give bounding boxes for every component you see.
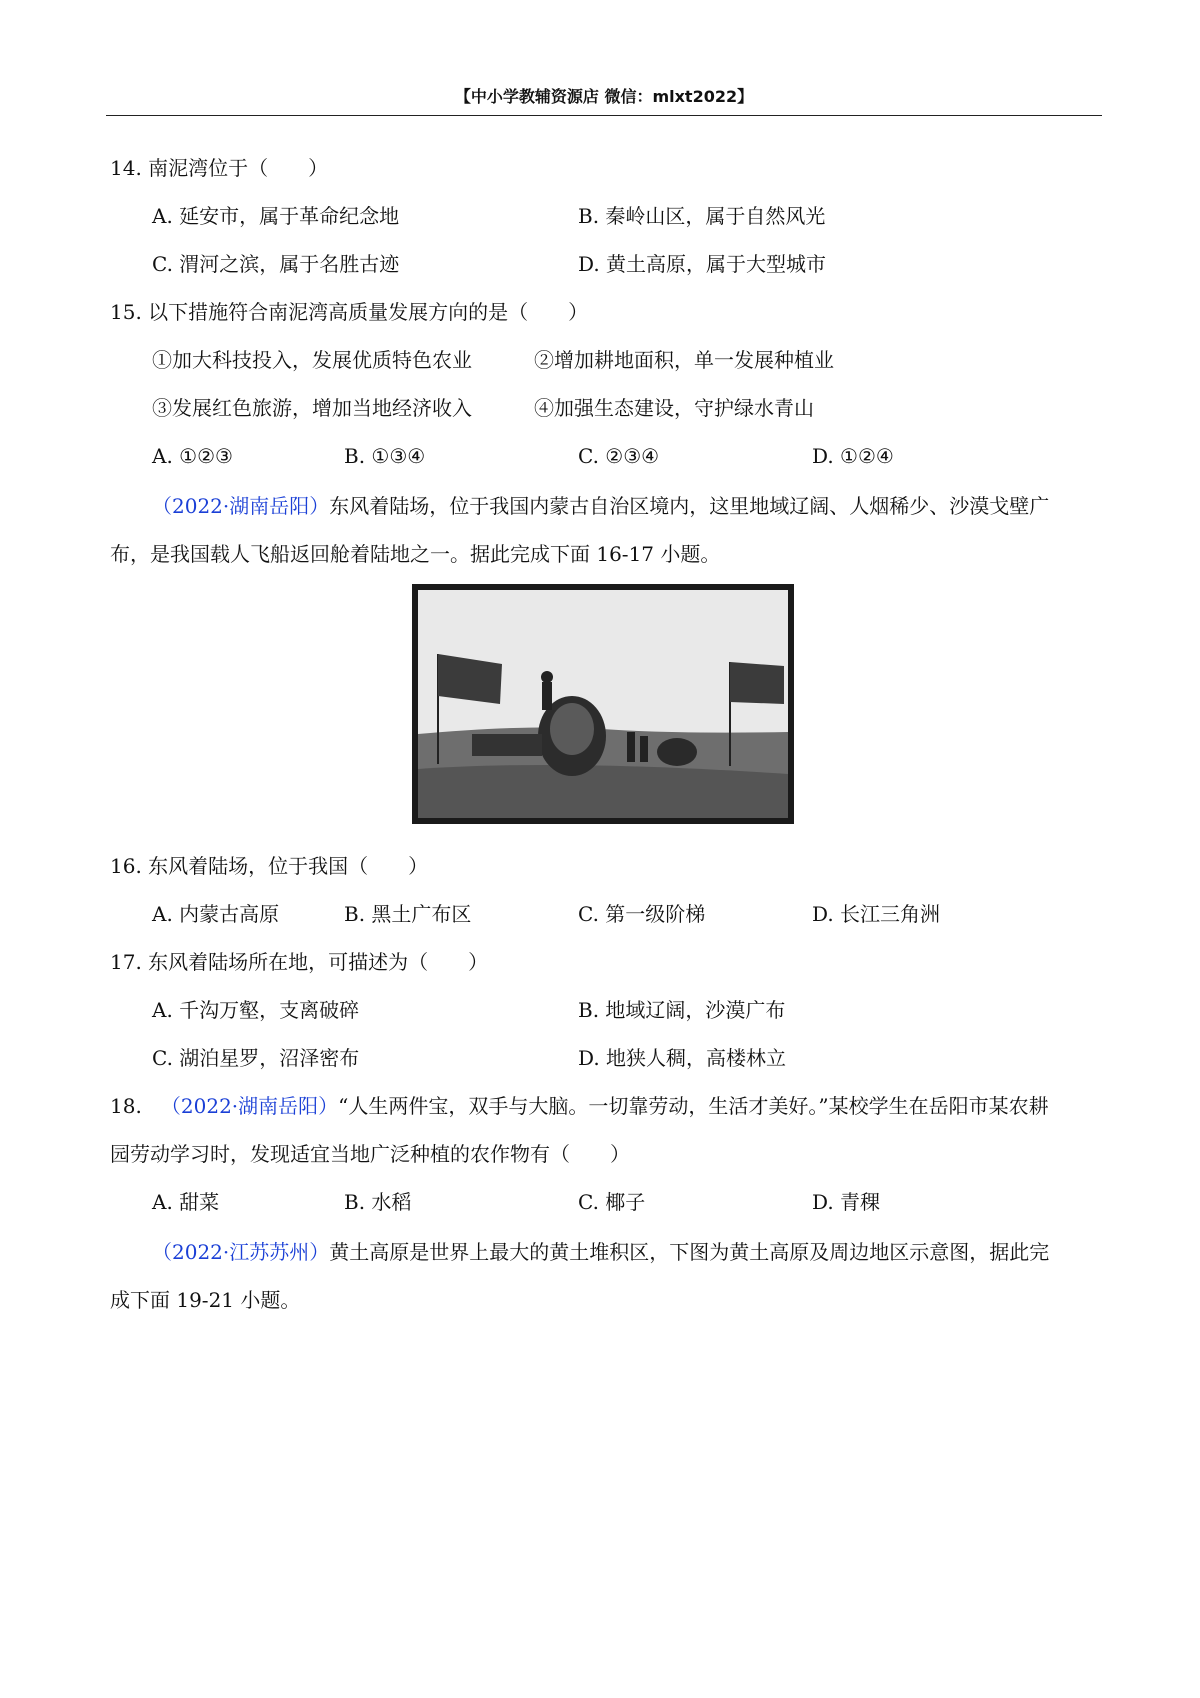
q17-option-d: D. 地狭人稠，高楼林立 [578, 1046, 787, 1070]
q15-item-2: ②增加耕地面积，单一发展种植业 [534, 348, 834, 372]
q15-stem: 15. 以下措施符合南泥湾高质量发展方向的是（ ） [110, 300, 589, 324]
q18-source: （2022·湖南岳阳） [160, 1094, 339, 1118]
passage1-source: （2022·湖南岳阳） [152, 494, 330, 518]
q16-option-b: B. 黑土广布区 [344, 902, 472, 926]
passage2-line2: 成下面 19-21 小题。 [110, 1288, 301, 1312]
q18-option-c: C. 椰子 [578, 1190, 646, 1214]
q18-line2: 园劳动学习时，发现适宜当地广泛种植的农作物有（ ） [110, 1142, 630, 1166]
q15-option-d: D. ①②④ [812, 444, 894, 468]
page-header: 【中小学教辅资源店 微信：mlxt2022】 [454, 87, 754, 106]
passage1-line1: （2022·湖南岳阳）东风着陆场，位于我国内蒙古自治区境内，这里地域辽阔、人烟稀少、沙漠戈壁广 [152, 494, 1050, 518]
passage2-line1: （2022·江苏苏州）黄土高原是世界上最大的黄土堆积区，下图为黄土高原及周边地区示意图，据此完 [152, 1240, 1050, 1264]
q18-number: 18. [110, 1094, 142, 1118]
q14-option-a: A. 延安市，属于革命纪念地 [152, 204, 400, 228]
q14-stem: 14. 南泥湾位于（ ） [110, 156, 329, 180]
q18-option-d: D. 青稞 [812, 1190, 881, 1214]
passage2-source: （2022·江苏苏州） [152, 1240, 330, 1264]
q15-option-c: C. ②③④ [578, 444, 660, 468]
header-divider [106, 115, 1102, 116]
q14-option-d: D. 黄土高原，属于大型城市 [578, 252, 827, 276]
q17-option-b: B. 地域辽阔，沙漠广布 [578, 998, 786, 1022]
q14-option-c: C. 渭河之滨，属于名胜古迹 [152, 252, 400, 276]
q15-option-b: B. ①③④ [344, 444, 426, 468]
capsule-landing-photo [412, 584, 794, 824]
q17-stem: 17. 东风着陆场所在地，可描述为（ ） [110, 950, 489, 974]
q14-option-b: B. 秦岭山区，属于自然风光 [578, 204, 826, 228]
q17-option-c: C. 湖泊星罗，沼泽密布 [152, 1046, 360, 1070]
q15-item-4: ④加强生态建设，守护绿水青山 [534, 396, 814, 420]
q15-item-1: ①加大科技投入，发展优质特色农业 [152, 348, 472, 372]
q15-option-a: A. ①②③ [152, 444, 233, 468]
q17-option-a: A. 千沟万壑，支离破碎 [152, 998, 360, 1022]
passage1-line2: 布，是我国载人飞船返回舱着陆地之一。据此完成下面 16-17 小题。 [110, 542, 721, 566]
q16-stem: 16. 东风着陆场，位于我国（ ） [110, 854, 429, 878]
q16-option-a: A. 内蒙古高原 [152, 902, 280, 926]
q18-line1: 18. （2022·湖南岳阳）“人生两件宝，双手与大脑。一切靠劳动，生活才美好。”某校学生在岳阳市某农耕 [110, 1094, 1049, 1118]
q15-item-3: ③发展红色旅游，增加当地经济收入 [152, 396, 472, 420]
q18-option-a: A. 甜菜 [152, 1190, 220, 1214]
q16-option-d: D. 长江三角洲 [812, 902, 941, 926]
q16-option-c: C. 第一级阶梯 [578, 902, 706, 926]
q18-option-b: B. 水稻 [344, 1190, 412, 1214]
